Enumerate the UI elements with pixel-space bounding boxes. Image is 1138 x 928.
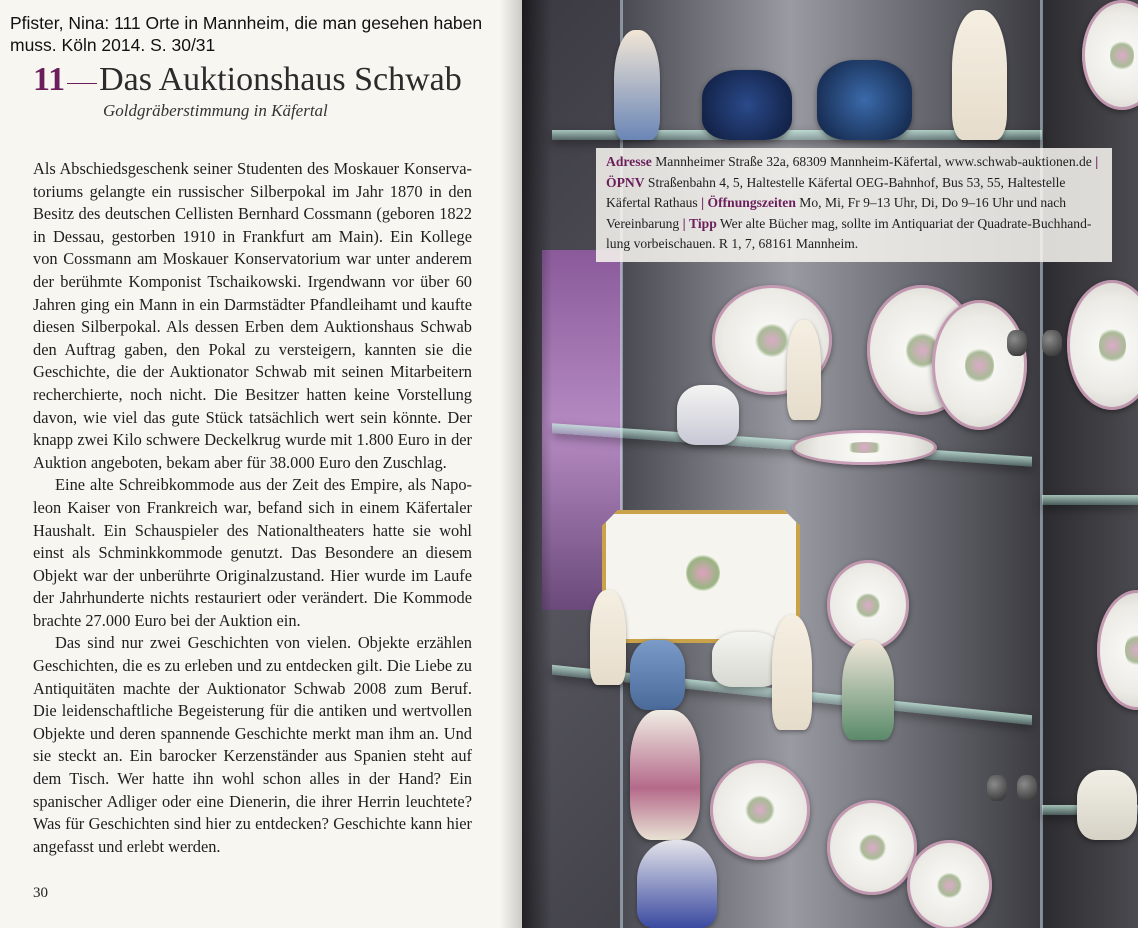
separator: | xyxy=(1095,154,1099,169)
chapter-heading xyxy=(33,58,513,102)
porcelain-jug xyxy=(677,385,739,445)
blue-cup xyxy=(630,640,685,710)
address-value: Mannheimer Straße 32a, 68309 Mannheim-Käfertal, www.schwab-auktionen.de xyxy=(655,154,1092,169)
paragraph: Als Abschiedsgeschenk seiner Studenten des Moskauer Konservatoriums gelangte ein russischer Silberpokal im Jahr 1870 in den Besitz des deutschen Cellisten Bernhard Cossmann (geboren 1822 in Dessau, gestorben 1910 in Frankfurt am Main). Ein Kollege von Cossmann am Moskauer Konservatorium war unter anderem der berühmte Komponist Tschaikowski. Irgendwann vor über 60 Jahren ging ein Mann in ein Darmstädter Pfandleihamt und kaufte diesen Silberpokal. Als dessen Erben dem Auktionshaus Schwab den Auftrag gaben, den Pokal zu versteigern, kannten sie die Geschichte, die der Auktionator Schwab mit seinen Mitarbeitern recherchierte, noch nicht. Die Besitzer hatten keine Vorstellung davon, wie viel das gute Stück tatsächlich wert sein könnte. Der knapp zwei Kilo schwere Deckelkrug wurde mit 1.800 Euro in der Auktion angeboten, bekam aber für 38.000 Euro den Zuschlag. xyxy=(33,159,472,472)
paragraph: Eine alte Schreibkommode aus der Zeit des Empire, als Napoleon Kaiser von Frankreich war, befand sich in einem Käfertaler Haushalt. Ein Schauspieler des Nationaltheaters hatte sie wohl einst als Schminkkommode genutzt. Das Besondere an diesem Objekt war der unberührte Originalzustand. Hier wurde im Laufe der Jahrhunderte nichts restauriert oder verändert. Die Kommode brachte 27.000 Euro bei der Auktion ein. xyxy=(33,475,472,630)
photo-page xyxy=(522,0,1138,928)
porcelain-figurine xyxy=(787,320,821,420)
porcelain-plate xyxy=(827,800,917,895)
address-label: Adresse xyxy=(606,154,652,169)
porcelain-figurine xyxy=(614,30,660,140)
paragraph: Das sind nur zwei Geschichten von vielen. Objekte erzählen Geschichten, die es zu erleben und zu entdecken gilt. Die Liebe zu Antiquitäten machte der Auktionator Schwab 2008 zum Beruf. Die leidenschaftliche Begeisterung für die antiken und wertvollen Objekte und deren spannende Geschichte merkt man ihm an. Und sie steckt an. Ein barocker Kerzenständer aus Spanien steht auf dem Tisch. Wer hatte ihn wohl schon alles in der Hand? Ein spanischer Adliger oder eine Dienerin, die ihrer Herrin leuchtete? Was für Geschichten sind hier zu entdecken? Geschichte kann hier angefasst und erlebt werden. xyxy=(33,633,472,856)
chapter-underline xyxy=(67,83,97,84)
glass-bowl xyxy=(817,60,912,140)
porcelain-plate xyxy=(792,430,937,465)
chapter-number: 11 xyxy=(33,61,66,98)
porcelain-plate xyxy=(932,300,1027,430)
citation: Pfister, Nina: 111 Orte in Mannheim, die man gesehen haben muss. Köln 2014. S. 30/31 xyxy=(10,13,483,55)
tip-value: Wer alte Bücher mag, sollte im Antiquariat der Quadrate-Buchhandlung vorbeischauen. R 1, 7, 68161 Mannheim. xyxy=(606,215,1092,252)
chapter-title: Das Auktionshaus Schwab xyxy=(99,61,462,98)
porcelain-plate xyxy=(907,840,992,928)
hours-label: Öffnungszeiten xyxy=(707,195,796,211)
porcelain-plate xyxy=(827,560,909,650)
gutter-shadow xyxy=(522,0,552,928)
porcelain-figurine xyxy=(772,615,812,730)
tip-label: Tipp xyxy=(689,215,717,231)
lidded-jar xyxy=(1077,770,1137,840)
decorated-vase xyxy=(630,710,700,840)
body-text xyxy=(33,158,472,858)
chapter-subtitle: Goldgräberstimmung in Käfertal xyxy=(103,101,328,120)
hours-value: Mo, Mi, Fr 9–13 Uhr, Di, Do 9–16 Uhr und nach Vereinbarung xyxy=(606,195,1067,231)
transit-value: Straßenbahn 4, 5, Haltestelle Käfertal OEG-Bahnhof, Bus 53, 55, Haltestelle Käfertal Rathaus xyxy=(606,174,1066,211)
glass-bowl xyxy=(702,70,792,140)
porcelain-plate xyxy=(710,760,810,860)
page-number: 30 xyxy=(33,885,48,901)
porcelain-figurine xyxy=(637,840,717,928)
transit-label: ÖPNV xyxy=(606,174,645,190)
cabinet-knob xyxy=(987,775,1007,801)
cabinet-knob xyxy=(1017,775,1037,801)
separator: | xyxy=(701,195,705,211)
left-page xyxy=(0,0,522,928)
info-text xyxy=(606,152,1106,255)
glass-shelf xyxy=(1042,495,1138,505)
porcelain-figurine xyxy=(590,590,626,685)
cabinet-knob xyxy=(1042,330,1062,356)
porcelain-figurine xyxy=(842,640,894,740)
porcelain-figurine xyxy=(952,10,1007,140)
porcelain-tray xyxy=(602,510,800,643)
cabinet-knob xyxy=(1007,330,1027,356)
separator: | xyxy=(682,215,686,231)
